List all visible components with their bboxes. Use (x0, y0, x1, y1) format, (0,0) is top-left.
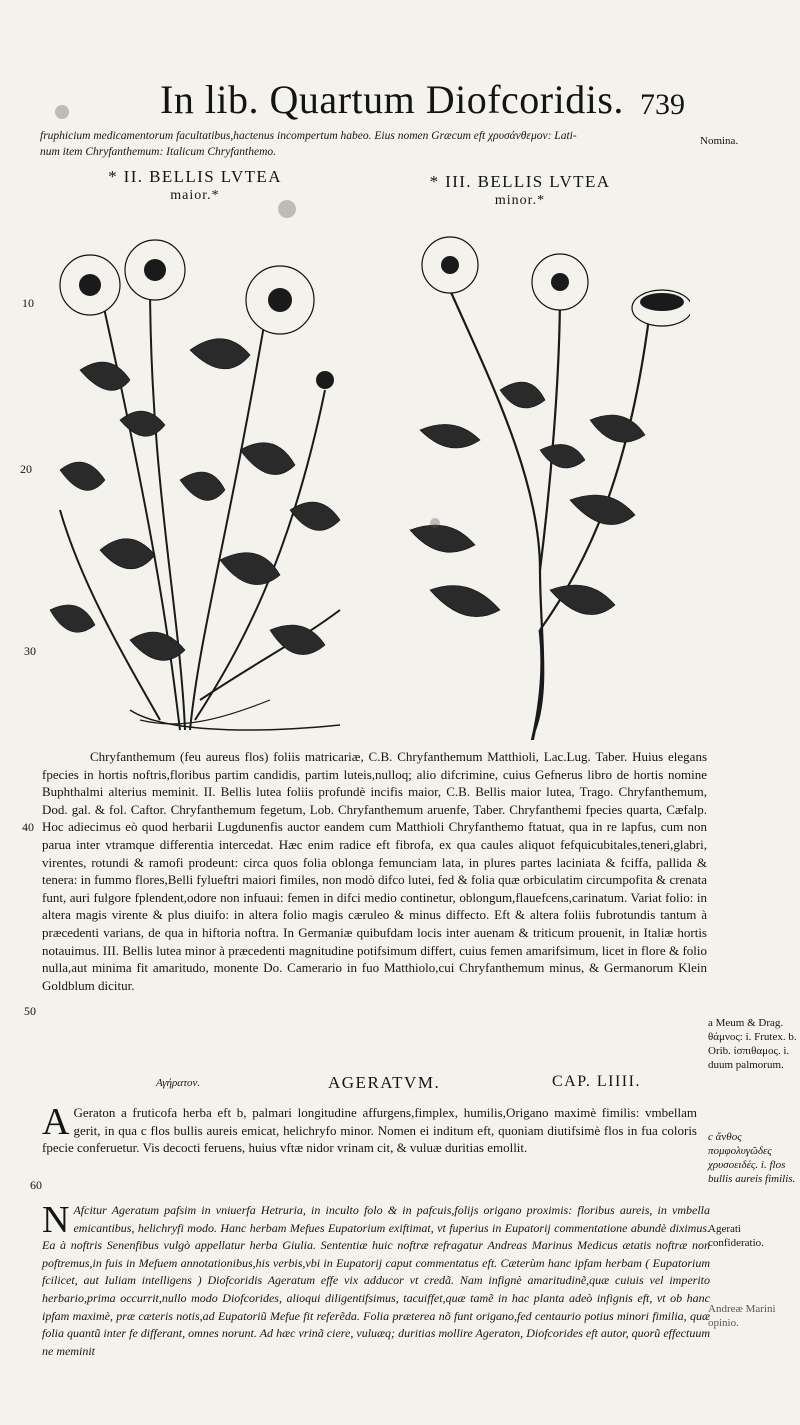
line-number-40: 40 (22, 820, 34, 834)
body-paragraph: Chryfanthemum (feu aureus flos) foliis matricariæ, C.B. Chryfanthemum Matthioli, Lac.Lug. Taber. Huius elegans fpecies in hortis noftris,floribus partim candidis, partim luteis,nulloq; alio difcrimine, cuius Gefnerus libro de hortis nomine Buphthalmi alterius meminit. II. Bellis lutea foliis profundè incifis maior, C.B. Bellis maior lutea, Trago. Chryfanthemum, Dod. gal. & fol. Caftor. Chryfanthemum fegetum, Lob. Chryfanthemum aruenfe, Taber. Chryfanthemi fpecies quarta, Cæfalp. Hoc adiecimus eò quod herbarii Lugdunenfis auctor eandem cum Matthioli Chryfanthemo ftatuat, qua in re lapfus, cum non parua inter vtramque differentia intercedat. Hæc enim radice eft fibrofa, ex qua caules aliquot fefquicubitales,teneri,glabri, virentes, rotundi & ramofi prodeunt: circa quos folia oblonga femunciam lata, in plures partes laciniata & fciffa, pallida & tenera: in fummo flores,Belli fylueftri maiori fimiles, non modò difco lutei, fed & folia quæ orbiculatim circumpofita & crenata funt, auri fulgore fplendent,odore non infuaui: femen in difci medio continetur, oblongum,flauefcens,carinatum. Variat folio: in altera magis virente & plus diuifo: in altera folio magis cæruleo & minus diffecto. Eft & altera foliis fubrotundis tantum à præcedenti varians, de qua in hiftoria noftra. In Germaniæ quibufdam locis inter auenam & triticum prouenit, in Italiæ hortis notauimus. III. Bellis lutea minor à præcedenti magnitudine potifsimum differt, cuius femen amarifsimum, licet in flore & folio nulla,aut minima fit amaritudo, monente Do. Camerario in fuo Matthiolo,cui Chryfanthemum minus, & Germanorum Klein Goldblum dicitur. (42, 749, 707, 993)
line-number-60: 60 (30, 1178, 42, 1192)
figure-right-caption (390, 172, 650, 210)
figure-left-title: * II. BELLIS LVTEA (108, 167, 282, 186)
page-title: In lib. Quartum Diofcoridis. (160, 77, 624, 122)
scan-spot (278, 200, 296, 218)
side-note-agerati: Agerati confideratio. (708, 1223, 764, 1249)
margin-note-nomina: Nomina. (700, 135, 739, 147)
ageratum-dropcap: A (42, 1101, 70, 1143)
figure-right-title: * III. BELLIS LVTEA (429, 172, 611, 191)
line-number-10: 10 (22, 296, 34, 310)
bellis-lutea-minor-illustration (400, 230, 690, 740)
ageratum-paragraph (42, 1101, 697, 1157)
chapter-title: AGERATVM. (328, 1073, 441, 1092)
commentary-paragraph (42, 1199, 710, 1360)
page-number: 739 (640, 88, 685, 121)
scan-spot (430, 518, 440, 528)
intro-line-2: num item Chryfanthemum: Italicum Chryfanthemo. (40, 146, 277, 158)
chapter-heading (40, 1073, 720, 1097)
intro-text (40, 128, 700, 160)
intro-line-1: fruphicium medicamentorum facultatibus,hactenus incompertum habeo. Eius nomen Græcum eft χρυσάνθεμον: Lati- (40, 130, 577, 142)
ageratum-text: Geraton a fruticofa herba eft b, palmari longitudine affurgens,fimplex, humilis,Origano maximè fimilis: vmbellam gerit, in qua c flos bullis aureis emicat, helichryfo minor. Nomen ei inditum eft, quoniam diutifsimè flos in fua coloris fpecie conferuetur. Vis decocti feruens, huius vftæ nidor vrinam cit, & vuluæ duritias emollit. (42, 1105, 697, 1156)
scan-spot (55, 105, 69, 119)
chapter-number: CAP. LIIII. (552, 1073, 641, 1090)
figure-right-subtitle: minor.* (494, 193, 546, 208)
side-note-meum: a Meum & Drag. θάμνος: i. Frutex. b. Orib. ἰσπιθαμος. i. duum palmorum. (708, 1017, 797, 1071)
side-note-marini: Andreæ Marini opinio. (708, 1303, 776, 1329)
line-number-20: 20 (20, 462, 32, 476)
commentary-dropcap: N (42, 1199, 70, 1241)
line-number-50: 50 (24, 1004, 36, 1018)
chapter-greek-name: Αγήρατον. (156, 1077, 201, 1089)
figure-left-subtitle: maior.* (170, 188, 220, 203)
line-number-30: 30 (24, 644, 36, 658)
side-note-flos: c ἄνθος πομφολυγῶδες χρυσοειδές. i. flos bullis aureis fimilis. (708, 1131, 796, 1185)
figure-left-caption (60, 167, 330, 205)
commentary-text: Afcitur Ageratum pafsim in vniuerfa Hetruria, in inculto folo & in pafcuis,folijs origano proximis: floribus aureis, in vmbella emicantibus, helichryfi modo. Hanc herbam Mefues Eupatorium exiftimat, vt fuperius in Eupatorij commentatione abundè diximus. Ea à noftris Senenfibus vulgò appellatur herba Giulia. Sententiæ huic noftræ refragatur Andreas Marinus Medicus ætatis noftræ non poftremus,in fuis in Mefuem annotationibus,his verbis,vbi in Eupatorij caput commentatus eft. Cæterùm hanc ipfam herbam ( Eupatorium fcilicet, aut Iuliam intelligens ) Diofcoridis Ageratum effe vix adducor vt credã. Nam infignè amaritudinẽ,quæ cuiuis vel imperito herbario,prima occurrit,nullo modo Diofcorides, alioqui diligentifsimus, tacuiffet,quæ tamẽ in hac planta adeò infignis eft, vt ob hanc ipfam maximè, præ cæteris notis,ad Eupatoriũ Mefue fit referẽda. Folia præterea nõ funt origano,fed centaurio potius minori fimilia, quæ folia quantũ inter fe differant, omnes norunt. Ad hæc vrinã ciere, vuluæq; duritias mollire Ageraton, Diofcorides eft autor, quorũ effectuum ne meminit (42, 1203, 710, 1358)
bellis-lutea-maior-illustration (40, 230, 360, 740)
